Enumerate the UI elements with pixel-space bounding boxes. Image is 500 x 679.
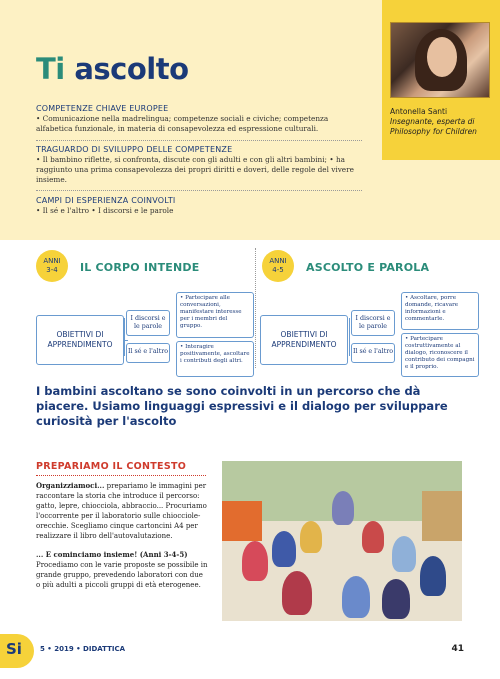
magazine-logo <box>0 634 34 668</box>
section-text: • Il sé e l'altro • I discorsi e le parole <box>36 206 174 215</box>
objectives-box: OBIETTIVI DI APPRENDIMENTO <box>36 315 124 365</box>
section-divider <box>36 140 362 141</box>
photo-child <box>242 541 268 581</box>
photo-child <box>392 536 416 572</box>
page-number: 41 <box>451 644 464 654</box>
age-badge-range: 4-5 <box>272 266 284 274</box>
block-title: ASCOLTO E PAROLA <box>306 261 430 274</box>
section-competenze <box>36 104 356 134</box>
section-campi <box>36 196 356 216</box>
author-photo-face <box>427 37 457 77</box>
photo-shelf <box>222 501 262 541</box>
goal-box: • Partecipare costruttivamente al dialogo, riconoscere il contributo dei compagni e il proprio. <box>401 333 479 377</box>
prep-rule <box>36 475 206 476</box>
magazine-logo-text: Si <box>6 640 22 658</box>
prep-paragraph <box>36 481 208 541</box>
field-box: I discorsi e le parole <box>351 310 395 336</box>
section-text: • Il bambino riflette, si confronta, discute con gli adulti e con gli altri bambini; • ha raggiunto una prima consapevolezza dei propri diritti e doveri, delle regole del vivere insieme. <box>36 155 354 184</box>
classroom-photo <box>222 461 462 621</box>
author-name: Antonella Santi <box>390 107 448 116</box>
block-title: IL CORPO INTENDE <box>80 261 200 274</box>
age-badge-label: ANNI <box>43 257 61 265</box>
goal-box: • Partecipare alle conversazioni, manifestare interesse per i membri del gruppo. <box>176 292 254 338</box>
photo-child <box>332 491 354 525</box>
photo-child <box>282 571 312 615</box>
age-badge <box>36 250 68 282</box>
section-traguardo <box>36 145 356 185</box>
author-photo <box>390 22 490 98</box>
prep-lead: ... E cominciamo insieme! (Anni 3-4-5) <box>36 550 188 559</box>
section-heading: COMPETENZE CHIAVE EUROPEE <box>36 104 169 113</box>
issue-info: 5 • 2019 • DIDATTICA <box>40 645 126 653</box>
field-box: I discorsi e le parole <box>126 310 170 336</box>
photo-child <box>362 521 384 553</box>
author-role: Insegnante, esperta di Philosophy for Children <box>390 117 477 136</box>
field-box: Il sé e l'altro <box>126 343 170 363</box>
goal-box: • Interagire positivamente, ascoltare i contributi degli altri. <box>176 341 254 377</box>
objectives-box: OBIETTIVI DI APPRENDIMENTO <box>260 315 348 365</box>
section-text: • Comunicazione nella madrelingua; competenze sociali e civiche; competenza alfabetica funzionale, in materia di consapevolezza ed espressione culturali. <box>36 114 329 133</box>
age-badge-range: 3-4 <box>46 266 58 274</box>
age-badge-label: ANNI <box>269 257 287 265</box>
goal-box: • Ascoltare, porre domande, ricavare informazioni e commentarle. <box>401 292 479 330</box>
title-first-word: Ti <box>36 52 65 86</box>
prep-title: PREPARIAMO IL CONTESTO <box>36 461 187 472</box>
photo-shelf <box>422 491 462 541</box>
page-title <box>36 52 189 86</box>
photo-child <box>272 531 296 567</box>
photo-child <box>342 576 370 618</box>
photo-child <box>300 521 322 553</box>
title-second-word: ascolto <box>74 52 189 86</box>
intro-paragraph: I bambini ascoltano se sono coinvolti in un percorso che dà piacere. Usiamo linguaggi espressivi e il dialogo per sviluppare curiosità per l'ascolto <box>36 384 448 428</box>
connector <box>124 318 125 356</box>
prep-body: prepariamo le immagini per raccontare la storia che introduce il percorso: gatto, lepre, chiocciola, abbraccio... Procuriamo l'occorrente per il laboratorio sulle chiocciole-orecchie. Scegliamo cinque cartoncini A4 per realizzare il libro dell'autovalutazione. <box>36 482 207 540</box>
section-divider <box>36 190 362 191</box>
section-heading: TRAGUARDO DI SVILUPPO DELLE COMPETENZE <box>36 145 233 154</box>
prep-text <box>36 481 208 599</box>
prep-lead: Organizziamoci... <box>36 481 105 490</box>
age-badge <box>262 250 294 282</box>
prep-body: Procediamo con le varie proposte se possibile in grande gruppo, prevedendo laboratori con due o più adulti a piccoli gruppi di età eterogenee. <box>36 561 208 589</box>
block-divider <box>255 248 256 368</box>
photo-child <box>420 556 446 596</box>
section-heading: CAMPI DI ESPERIENZA COINVOLTI <box>36 196 176 205</box>
photo-child <box>382 579 410 619</box>
connector <box>349 318 350 356</box>
field-box: Il sé e l'altro <box>351 343 395 363</box>
prep-paragraph <box>36 550 208 590</box>
